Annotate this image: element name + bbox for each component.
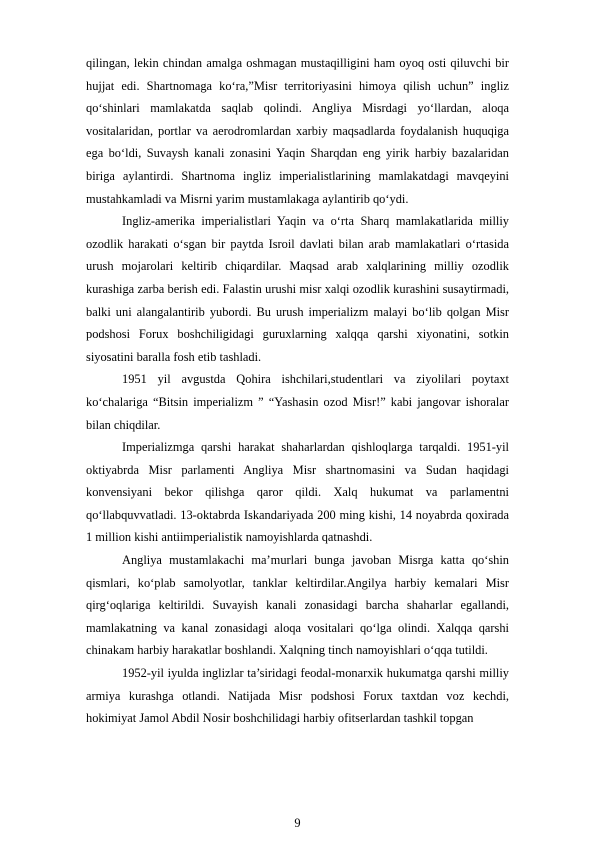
paragraph: Angliya mustamlakachi ma’murlari bunga javoban Misrga katta qo‘shin qismlari, ko‘plab samolyotlar, tanklar keltirdilar.Angilya harbiy kemalari Misr qirg‘oqlariga keltirildi. Suvayish kanali zonasidagi barcha shaharlar egallandi, mamlakatning va kanal zonasidagi aloqa vositalari qo‘lga olindi. Xalqqa qarshi chinakam harbiy harakatlar boshlandi. Xalqning tinch namoyishlari o‘qqa tutildi. (86, 553, 509, 658)
paragraph: 1951 yil avgustda Qohira ishchilari,studentlari va ziyolilari poytaxt ko‘chalariga “Bitsin imperializm ” “Yashasin ozod Misr!” kabi jangovar ishoralar bilan chiqdilar. (86, 372, 509, 432)
paragraph: 1952-yil iyulda inglizlar ta’siridagi feodal-monarxik hukumatga qarshi milliy armiya kurashga otlandi. Natijada Misr podshosi Forux taxtdan voz kechdi, hokimiyat Jamol Abdil Nosir boshchilidagi harbiy ofitserlardan tashkil topgan (86, 666, 509, 726)
paragraph: qilingan, lekin chindan amalga oshmagan mustaqilligini ham oyoq osti qiluvchi bir hujjat edi. Shartnomaga ko‘ra,”Misr territoriyasini himoya qilish uchun” ingliz qo‘shinlari mamlakatda saqlab qolindi. Angliya Misrdagi yo‘llardan, aloqa vositalaridan, portlar va aerodromlardan xarbiy maqsadlarda foydalanish huquqiga ega bo‘ldi, Suvaysh kanali zonasini Yaqin Sharqdan eng yirik harbiy bazalaridan biriga aylantirdi. Shartnoma ingliz imperialistlarining mamlakatdagi mavqeyini mustahkamladi va Misrni yarim mustamlakaga aylantirib qo‘ydi. (86, 56, 509, 206)
page-number: 9 (294, 816, 301, 830)
paragraph: Imperializmga qarshi harakat shaharlardan qishloqlarga tarqaldi. 1951-yil oktiyabrda Misr parlamenti Angliya Misr shartnomasini va Sudan haqidagi konvensiyani bekor qilishga qaror qildi. Xalq hukumat va parlamentni qo‘llabquvvatladi. 13-oktabrda Iskandariyada 200 ming kishi, 14 noyabrda qoxirada 1 million kishi antiimperialistik namoyishlarda qatnashdi. (86, 440, 509, 545)
body-text (86, 52, 509, 730)
paragraph: Ingliz-amerika imperialistlari Yaqin va o‘rta Sharq mamlakatlarida milliy ozodlik harakati o‘sgan bir paytda Isroil davlati bilan arab mamlakatlari o‘rtasida urush mojarolari keltirib chiqardilar. Maqsad arab xalqlarining milliy ozodlik kurashiga zarba berish edi. Falastin urushi misr xalqi ozodlik kurashini susaytirmadi, balki uni alangalantirib yubordi. Bu urush imperializm malayi bo‘lib qolgan Misr podshosi Forux boshchiligidagi guruxlarning xalqqa qarshi xiyonatini, sotkin siyosatini baralla fosh etib tashladi. (86, 214, 509, 364)
